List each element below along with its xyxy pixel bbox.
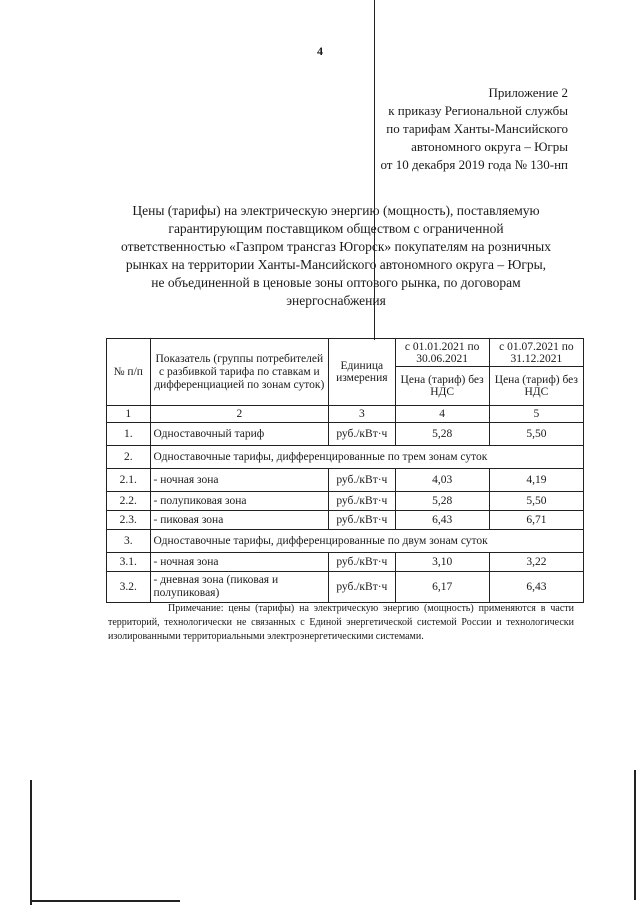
index-cell: 2 [150, 406, 329, 423]
table-index-row [107, 406, 584, 423]
tariff-table [106, 338, 584, 603]
table-row [107, 572, 584, 603]
row-unit: руб./кВт·ч [329, 423, 395, 446]
table-row [107, 511, 584, 530]
appendix-line: к приказу Региональной службы [388, 103, 568, 118]
index-cell: 4 [395, 406, 489, 423]
row-name: - полупиковая зона [150, 492, 329, 511]
scan-edge-left [30, 780, 32, 905]
table-header-row [107, 339, 584, 367]
row-num: 3.2. [107, 572, 151, 603]
table-row [107, 469, 584, 492]
appendix-line: по тарифам Ханты-Мансийского [386, 121, 568, 136]
row-price-2: 6,43 [489, 572, 583, 603]
title-line: рынках на территории Ханты-Мансийского автономного округа – Югры, [125, 257, 547, 272]
footnote: Примечание: цены (тарифы) на электрическую энергию (мощность) применяются в части территорий, технологически не связанных с Единой энергетической системой России и технологически изолированными территориальными электроэнергетическими системами. [108, 603, 574, 642]
row-name: Одноставочный тариф [150, 423, 329, 446]
row-name: - ночная зона [150, 469, 329, 492]
row-name: - дневная зона (пиковая и полупиковая) [150, 572, 329, 603]
row-price-2: 3,22 [489, 553, 583, 572]
group-num: 2. [107, 446, 151, 469]
header-num: № п/п [107, 339, 151, 406]
row-price-1: 5,28 [395, 423, 489, 446]
group-label: Одноставочные тарифы, дифференцированные по трем зонам суток [150, 446, 584, 469]
title-line: энергоснабжения [286, 293, 386, 308]
header-price-2: Цена (тариф) без НДС [489, 367, 583, 406]
group-num: 3. [107, 530, 151, 553]
title-line: Цены (тарифы) на электрическую энергию (мощность), поставляемую [132, 203, 540, 218]
row-unit: руб./кВт·ч [329, 553, 395, 572]
row-unit: руб./кВт·ч [329, 469, 395, 492]
appendix-block [380, 84, 568, 174]
header-price-1: Цена (тариф) без НДС [395, 367, 489, 406]
row-num: 2.2. [107, 492, 151, 511]
row-name: - пиковая зона [150, 511, 329, 530]
index-cell: 3 [329, 406, 395, 423]
row-price-2: 4,19 [489, 469, 583, 492]
table-row [107, 553, 584, 572]
row-name: - ночная зона [150, 553, 329, 572]
table-row [107, 492, 584, 511]
header-period-1: с 01.01.2021 по 30.06.2021 [395, 339, 489, 367]
document-title [100, 202, 572, 310]
table-group-row [107, 446, 584, 469]
scan-edge-right [634, 770, 636, 900]
title-line: не объединенной в ценовые зоны оптового рынка, по договорам [151, 275, 521, 290]
table-row [107, 423, 584, 446]
row-price-2: 5,50 [489, 423, 583, 446]
row-unit: руб./кВт·ч [329, 572, 395, 603]
index-cell: 1 [107, 406, 151, 423]
row-price-1: 4,03 [395, 469, 489, 492]
title-line: ответственностью «Газпром трансгаз Югорск» покупателям на розничных [121, 239, 551, 254]
page-number: 4 [317, 44, 323, 58]
header-period-2: с 01.07.2021 по 31.12.2021 [489, 339, 583, 367]
index-cell: 5 [489, 406, 583, 423]
group-label: Одноставочные тарифы, дифференцированные по двум зонам суток [150, 530, 584, 553]
row-num: 2.3. [107, 511, 151, 530]
row-price-1: 3,10 [395, 553, 489, 572]
scan-edge-bottom [30, 900, 180, 902]
row-num: 3.1. [107, 553, 151, 572]
row-price-2: 5,50 [489, 492, 583, 511]
row-unit: руб./кВт·ч [329, 492, 395, 511]
title-line: гарантирующим поставщиком обществом с ограниченной [168, 221, 504, 236]
appendix-line: от 10 декабря 2019 года № 130-нп [380, 157, 568, 172]
row-num: 1. [107, 423, 151, 446]
appendix-line: автономного округа – Югры [411, 139, 568, 154]
header-indicator: Показатель (группы потребителей с разбивкой тарифа по ставкам и дифференциацией по зонам суток) [150, 339, 329, 406]
header-unit: Единица измерения [329, 339, 395, 406]
table-group-row [107, 530, 584, 553]
row-num: 2.1. [107, 469, 151, 492]
row-unit: руб./кВт·ч [329, 511, 395, 530]
appendix-line: Приложение 2 [488, 85, 568, 100]
row-price-1: 6,17 [395, 572, 489, 603]
row-price-1: 6,43 [395, 511, 489, 530]
row-price-2: 6,71 [489, 511, 583, 530]
row-price-1: 5,28 [395, 492, 489, 511]
